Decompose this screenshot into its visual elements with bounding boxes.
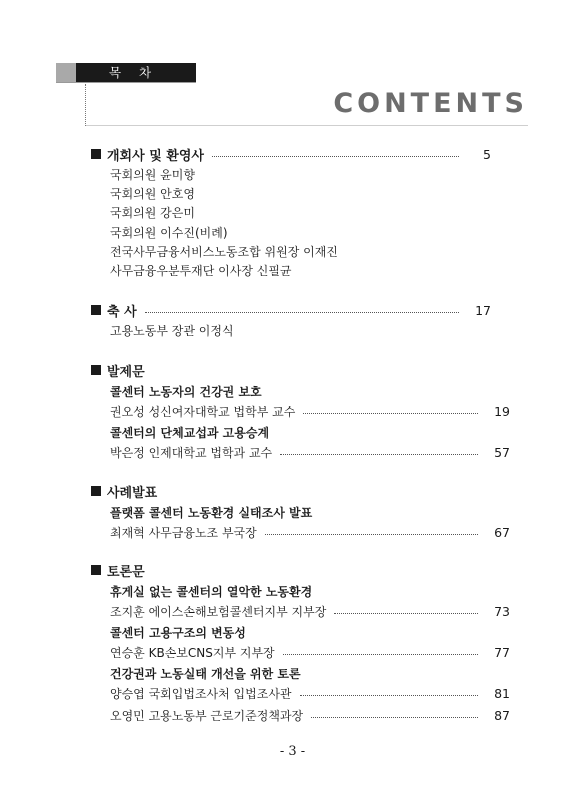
toc-section-case-study[interactable] bbox=[91, 481, 491, 501]
dot-leader bbox=[265, 534, 478, 535]
page-number: 77 bbox=[494, 644, 510, 660]
toc-entry: 전국사무금융서비스노동조합 위원장 이재진 bbox=[110, 244, 338, 259]
toc-entry: 고용노동부 장관 이정식 bbox=[110, 323, 234, 338]
toc-entry-topic: 휴게실 없는 콜센터의 열악한 노동환경 bbox=[110, 584, 313, 599]
toc-entry-topic: 콜센터 노동자의 건강권 보호 bbox=[110, 384, 262, 399]
section-title: 축 사 bbox=[107, 304, 137, 320]
section-title: 사례발표 bbox=[107, 485, 158, 501]
page-number: 5 bbox=[483, 146, 491, 162]
page-number: 19 bbox=[494, 403, 510, 419]
dot-leader bbox=[212, 156, 459, 157]
toc-entry-topic: 플랫폼 콜센터 노동환경 실태조사 발표 bbox=[110, 505, 313, 520]
toc-entry: 국회의원 안호영 bbox=[110, 186, 195, 201]
toc-entry[interactable]: 연승훈 KB손보CNS지부 지부장 77 bbox=[110, 644, 510, 660]
page-number: 57 bbox=[494, 444, 510, 460]
section-title: 토론문 bbox=[107, 564, 145, 580]
title-rule bbox=[86, 125, 528, 126]
dot-leader bbox=[311, 717, 478, 718]
dot-leader bbox=[300, 695, 478, 696]
header-dotted-line bbox=[85, 84, 86, 126]
square-bullet-icon bbox=[91, 486, 101, 496]
toc-section-opening[interactable] bbox=[91, 144, 491, 164]
page-number: 17 bbox=[475, 302, 491, 318]
toc-section-presentations[interactable] bbox=[91, 360, 491, 380]
toc-entry: 국회의원 이수진(비례) bbox=[110, 225, 228, 240]
page-number: 81 bbox=[494, 685, 510, 701]
square-bullet-icon bbox=[91, 565, 101, 575]
dot-leader bbox=[280, 454, 478, 455]
page-number: 87 bbox=[494, 707, 510, 723]
dot-leader bbox=[283, 654, 478, 655]
section-title: 개회사 및 환영사 bbox=[107, 148, 204, 164]
toc-entry: 국회의원 윤미향 bbox=[110, 167, 195, 182]
header-tab-accent bbox=[56, 63, 76, 82]
toc-entry: 사무금융우분투재단 이사장 신필균 bbox=[110, 263, 292, 278]
dot-leader bbox=[145, 312, 459, 313]
toc-entry-topic: 건강권과 노동실태 개선을 위한 토론 bbox=[110, 666, 301, 681]
toc-entry[interactable]: 박은정 인제대학교 법학과 교수 57 bbox=[110, 444, 510, 460]
square-bullet-icon bbox=[91, 305, 101, 315]
toc-entry-topic: 콜센터 고용구조의 변동성 bbox=[110, 625, 246, 640]
dot-leader bbox=[334, 613, 478, 614]
page-number: 67 bbox=[494, 524, 510, 540]
toc-entry: 국회의원 강은미 bbox=[110, 205, 195, 220]
toc-entry[interactable]: 양승엽 국회입법조사처 입법조사관 81 bbox=[110, 685, 510, 701]
toc-entry[interactable]: 오영민 고용노동부 근로기준정책과장 87 bbox=[110, 707, 510, 723]
contents-title: CONTENTS bbox=[333, 88, 528, 119]
toc-tab-label: 목 차 bbox=[76, 63, 196, 82]
toc-entry[interactable]: 최재혁 사무금융노조 부국장 67 bbox=[110, 524, 510, 540]
page-number: 73 bbox=[494, 603, 510, 619]
toc-section-congrats[interactable] bbox=[91, 300, 491, 320]
toc-entry[interactable]: 권오성 성신여자대학교 법학부 교수 19 bbox=[110, 403, 510, 419]
square-bullet-icon bbox=[91, 149, 101, 159]
section-title: 발제문 bbox=[107, 364, 145, 380]
square-bullet-icon bbox=[91, 365, 101, 375]
toc-entry-topic: 콜센터의 단체교섭과 고용승계 bbox=[110, 425, 270, 440]
page-footer-number: - 3 - bbox=[279, 744, 306, 759]
toc-section-discussion[interactable] bbox=[91, 560, 491, 580]
header-underline bbox=[56, 82, 196, 83]
dot-leader bbox=[303, 413, 478, 414]
toc-entry[interactable]: 조지훈 에이스손해보험콜센터지부 지부장 73 bbox=[110, 603, 510, 619]
